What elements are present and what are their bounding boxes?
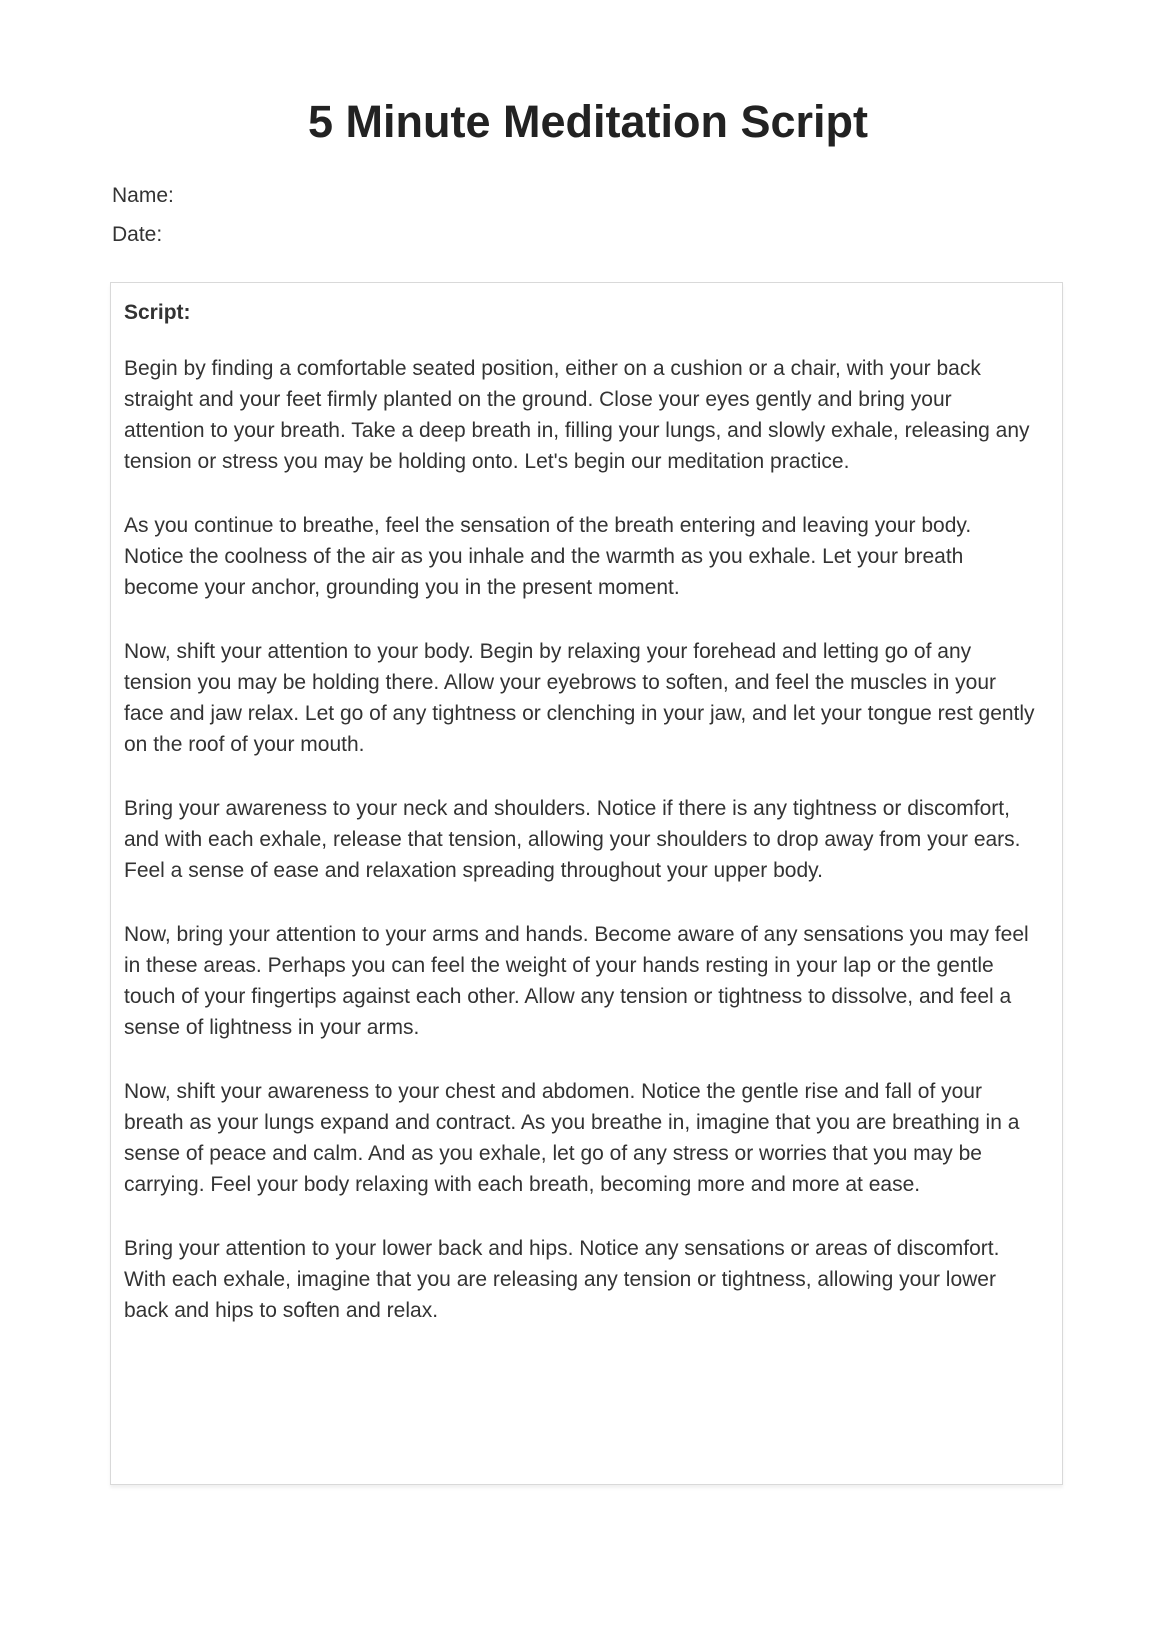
script-paragraph: Bring your awareness to your neck and shoulders. Notice if there is any tightness or discomfort, and with each exhale, release that tension, allowing your shoulders to drop away from your ears. Feel a sense of ease and relaxation spreading throughout your upper body. — [124, 797, 1021, 882]
date-field-label: Date: — [112, 223, 163, 246]
script-paragraph: Begin by finding a comfortable seated position, either on a cushion or a chair, with your back straight and your feet firmly planted on the ground. Close your eyes gently and bring your attention to your breath. Take a deep breath in, filling your lungs, and slowly exhale, releasing any tension or stress you may be holding onto. Let's begin our meditation practice. — [124, 357, 1030, 473]
script-paragraph: Now, shift your awareness to your chest and abdomen. Notice the gentle rise and fall of your breath as your lungs expand and contract. As you breathe in, imagine that you are breathing in a sense of peace and calm. And as you exhale, let go of any stress or worries that you may be carrying. Feel your body relaxing with each breath, becoming more and more at ease. — [124, 1080, 1020, 1196]
script-box — [110, 282, 1063, 1485]
script-heading: Script: — [124, 301, 191, 324]
script-paragraph: As you continue to breathe, feel the sensation of the breath entering and leaving your body. Notice the coolness of the air as you inhale and the warmth as you exhale. Let your breath become your anchor, grounding you in the present moment. — [124, 514, 972, 599]
name-field-label: Name: — [112, 184, 174, 207]
date-field — [112, 223, 1176, 247]
script-paragraph: Now, shift your attention to your body. Begin by relaxing your forehead and letting go of any tension you may be holding there. Allow your eyebrows to soften, and feel the muscles in your face and jaw relax. Let go of any tightness or clenching in your jaw, and let your tongue rest gently on the roof of your mouth. — [124, 640, 1035, 756]
page-title: 5 Minute Meditation Script — [307, 96, 869, 147]
script-paragraph: Now, bring your attention to your arms and hands. Become aware of any sensations you may feel in these areas. Perhaps you can feel the weight of your hands resting in your lap or the gentle touch of your fingertips against each other. Allow any tension or tightness to dissolve, and feel a sense of lightness in your arms. — [124, 923, 1029, 1039]
name-field — [112, 184, 1176, 208]
script-paragraph: Bring your attention to your lower back and hips. Notice any sensations or areas of discomfort. With each exhale, imagine that you are releasing any tension or tightness, allowing your lower back and hips to soften and relax. — [124, 1237, 1000, 1322]
